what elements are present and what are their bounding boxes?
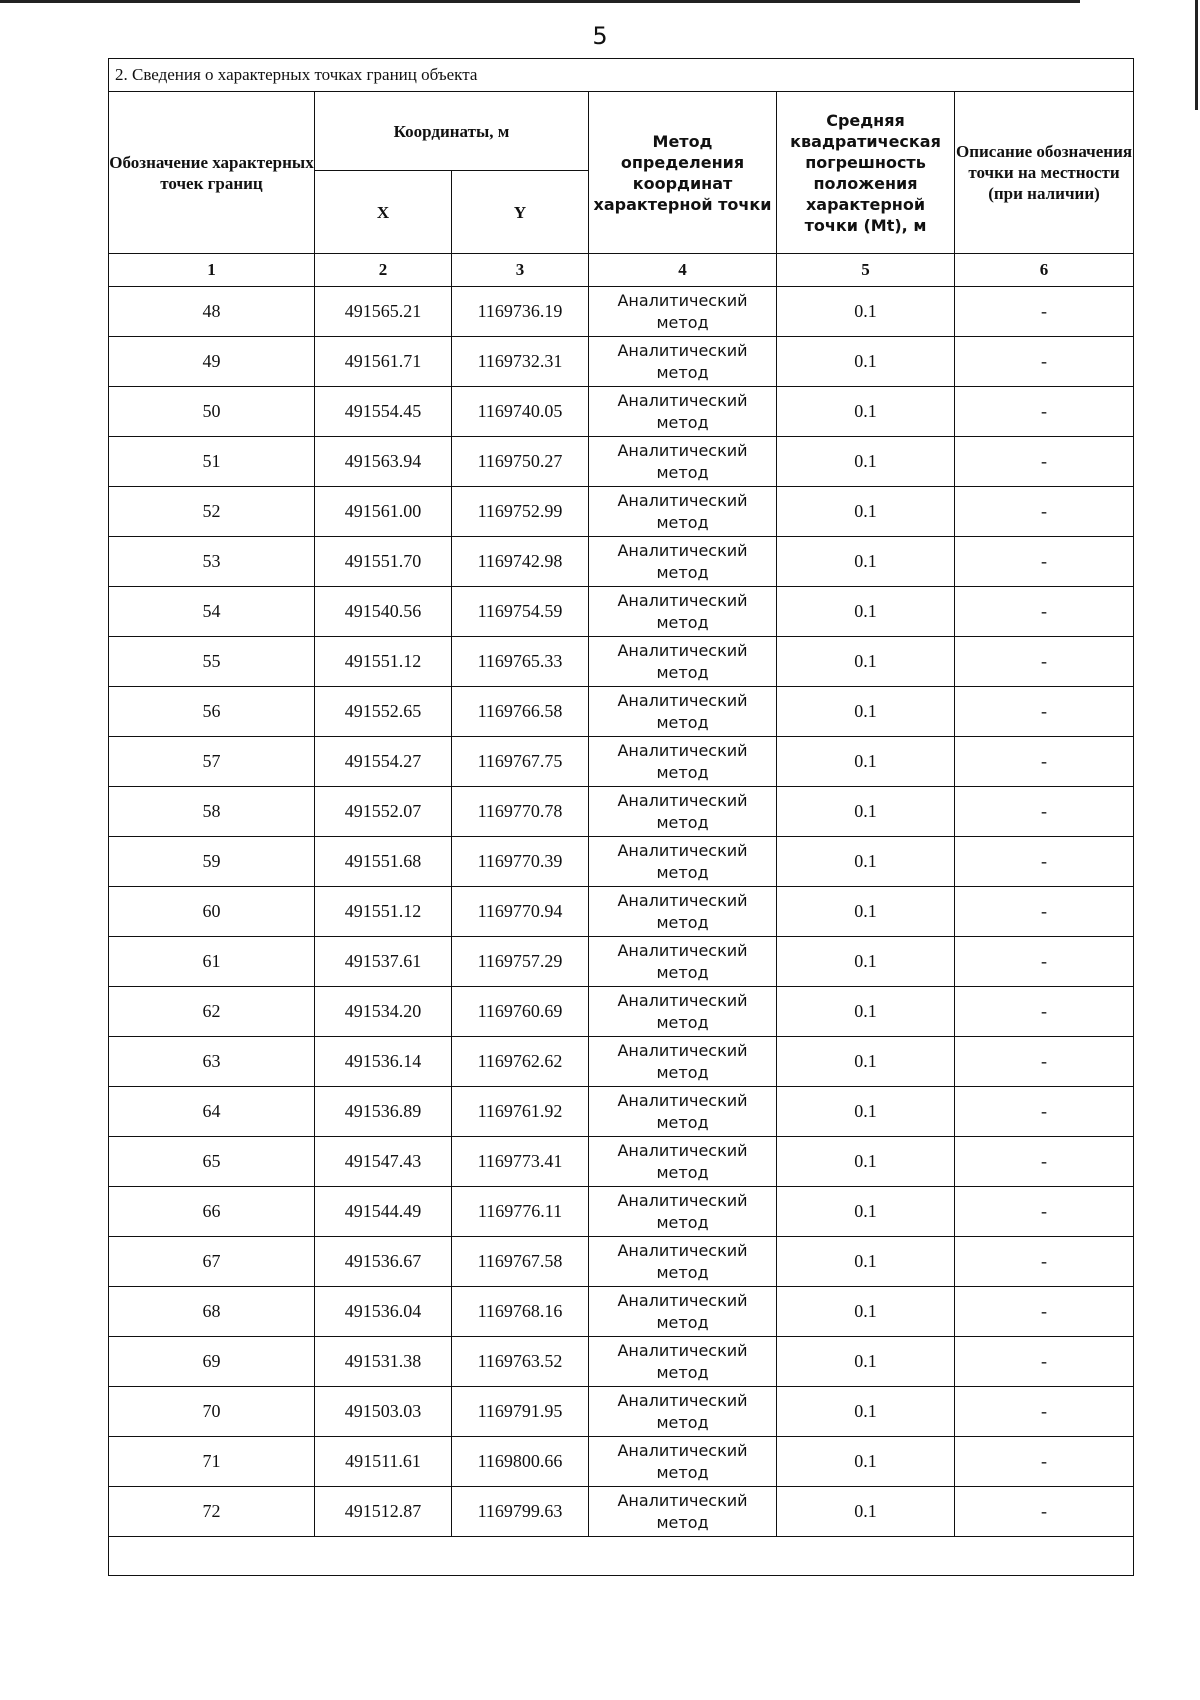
method-line: метод: [656, 1262, 709, 1282]
mt-cell: 0.1: [777, 587, 955, 637]
header-description: Описание обозначения точки на местности (при наличии): [955, 92, 1134, 254]
mt-cell: 0.1: [777, 337, 955, 387]
method-cell: [589, 287, 777, 337]
description-cell: -: [955, 1037, 1134, 1087]
method-cell: [589, 1137, 777, 1187]
point-cell: 49: [109, 337, 315, 387]
method-cell: [589, 587, 777, 637]
x-coordinate-cell: 491551.12: [315, 637, 452, 687]
description-cell: -: [955, 1287, 1134, 1337]
method-line: Аналитический: [617, 290, 748, 310]
point-cell: 57: [109, 737, 315, 787]
mt-cell: 0.1: [777, 1187, 955, 1237]
method-line: Аналитический: [617, 690, 748, 710]
method-line: метод: [656, 562, 709, 582]
description-cell: -: [955, 1387, 1134, 1437]
method-line: метод: [656, 1212, 709, 1232]
x-coordinate-cell: 491511.61: [315, 1437, 452, 1487]
empty-footer-row: [109, 1537, 1134, 1576]
table-row: [109, 1237, 1134, 1287]
method-line: метод: [656, 862, 709, 882]
description-cell: -: [955, 1087, 1134, 1137]
mt-cell: 0.1: [777, 687, 955, 737]
point-cell: 55: [109, 637, 315, 687]
column-number: 1: [109, 254, 315, 287]
header-x: X: [315, 171, 452, 254]
x-coordinate-cell: 491554.27: [315, 737, 452, 787]
table-row: [109, 287, 1134, 337]
point-cell: 65: [109, 1137, 315, 1187]
y-coordinate-cell: 1169773.41: [452, 1137, 589, 1187]
method-line: метод: [656, 462, 709, 482]
y-coordinate-cell: 1169767.58: [452, 1237, 589, 1287]
method-line: Аналитический: [617, 1490, 748, 1510]
description-cell: -: [955, 837, 1134, 887]
method-line: Аналитический: [617, 1440, 748, 1460]
description-cell: -: [955, 1187, 1134, 1237]
mt-cell: 0.1: [777, 1337, 955, 1387]
point-cell: 72: [109, 1487, 315, 1537]
y-coordinate-cell: 1169768.16: [452, 1287, 589, 1337]
method-line: метод: [656, 1512, 709, 1532]
mt-cell: 0.1: [777, 1437, 955, 1487]
method-cell: [589, 387, 777, 437]
point-cell: 50: [109, 387, 315, 437]
method-line: Аналитический: [617, 340, 748, 360]
y-coordinate-cell: 1169770.78: [452, 787, 589, 837]
method-line: Аналитический: [617, 1140, 748, 1160]
method-line: метод: [656, 1462, 709, 1482]
boundary-points-table: [108, 58, 1134, 1576]
method-line: Аналитический: [617, 790, 748, 810]
empty-footer-cell: [109, 1537, 1134, 1576]
point-cell: 60: [109, 887, 315, 937]
x-coordinate-cell: 491512.87: [315, 1487, 452, 1537]
method-line: Аналитический: [617, 490, 748, 510]
method-line: метод: [656, 912, 709, 932]
mt-cell: 0.1: [777, 287, 955, 337]
table-row: [109, 737, 1134, 787]
x-coordinate-cell: 491565.21: [315, 287, 452, 337]
method-cell: [589, 1437, 777, 1487]
method-cell: [589, 537, 777, 587]
y-coordinate-cell: 1169742.98: [452, 537, 589, 587]
y-coordinate-cell: 1169736.19: [452, 287, 589, 337]
method-line: Аналитический: [617, 1240, 748, 1260]
point-cell: 51: [109, 437, 315, 487]
table-row: [109, 587, 1134, 637]
x-coordinate-cell: 491552.07: [315, 787, 452, 837]
table-row: [109, 1087, 1134, 1137]
description-cell: -: [955, 887, 1134, 937]
mt-cell: 0.1: [777, 887, 955, 937]
point-cell: 48: [109, 287, 315, 337]
method-line: Аналитический: [617, 390, 748, 410]
mt-cell: 0.1: [777, 937, 955, 987]
y-coordinate-cell: 1169776.11: [452, 1187, 589, 1237]
x-coordinate-cell: 491536.14: [315, 1037, 452, 1087]
method-line: Аналитический: [617, 940, 748, 960]
y-coordinate-cell: 1169799.63: [452, 1487, 589, 1537]
point-cell: 54: [109, 587, 315, 637]
x-coordinate-cell: 491561.71: [315, 337, 452, 387]
mt-cell: 0.1: [777, 737, 955, 787]
method-cell: [589, 937, 777, 987]
table-row: [109, 1487, 1134, 1537]
method-cell: [589, 1487, 777, 1537]
mt-cell: 0.1: [777, 987, 955, 1037]
table-row: [109, 537, 1134, 587]
description-cell: -: [955, 437, 1134, 487]
x-coordinate-cell: 491536.67: [315, 1237, 452, 1287]
point-cell: 62: [109, 987, 315, 1037]
description-cell: -: [955, 987, 1134, 1037]
description-cell: -: [955, 1337, 1134, 1387]
table-row: [109, 637, 1134, 687]
mt-cell: 0.1: [777, 1137, 955, 1187]
table-row: [109, 837, 1134, 887]
method-line: Аналитический: [617, 440, 748, 460]
description-cell: -: [955, 937, 1134, 987]
y-coordinate-cell: 1169791.95: [452, 1387, 589, 1437]
y-coordinate-cell: 1169770.39: [452, 837, 589, 887]
point-cell: 64: [109, 1087, 315, 1137]
description-cell: -: [955, 287, 1134, 337]
method-line: Аналитический: [617, 1040, 748, 1060]
point-cell: 67: [109, 1237, 315, 1287]
y-coordinate-cell: 1169754.59: [452, 587, 589, 637]
method-cell: [589, 1237, 777, 1287]
table-row: [109, 1037, 1134, 1087]
description-cell: -: [955, 687, 1134, 737]
point-cell: 69: [109, 1337, 315, 1387]
method-line: метод: [656, 1062, 709, 1082]
method-line: метод: [656, 1312, 709, 1332]
column-number: 3: [452, 254, 589, 287]
y-coordinate-cell: 1169770.94: [452, 887, 589, 937]
x-coordinate-cell: 491536.89: [315, 1087, 452, 1137]
method-line: Аналитический: [617, 740, 748, 760]
table-row: [109, 937, 1134, 987]
method-line: метод: [656, 762, 709, 782]
x-coordinate-cell: 491551.70: [315, 537, 452, 587]
description-cell: -: [955, 637, 1134, 687]
description-cell: -: [955, 787, 1134, 837]
mt-cell: 0.1: [777, 1387, 955, 1437]
mt-cell: 0.1: [777, 787, 955, 837]
mt-cell: 0.1: [777, 1037, 955, 1087]
point-cell: 71: [109, 1437, 315, 1487]
point-cell: 59: [109, 837, 315, 887]
mt-cell: 0.1: [777, 1087, 955, 1137]
mt-cell: 0.1: [777, 837, 955, 887]
method-line: метод: [656, 1362, 709, 1382]
mt-cell: 0.1: [777, 1487, 955, 1537]
method-line: метод: [656, 612, 709, 632]
method-line: метод: [656, 1112, 709, 1132]
x-coordinate-cell: 491561.00: [315, 487, 452, 537]
table-row: [109, 1187, 1134, 1237]
description-cell: -: [955, 487, 1134, 537]
table-row: [109, 887, 1134, 937]
table-row: [109, 437, 1134, 487]
x-coordinate-cell: 491531.38: [315, 1337, 452, 1387]
method-cell: [589, 1337, 777, 1387]
header-method: Метод определения координат характерной точки: [589, 92, 777, 254]
table-row: [109, 487, 1134, 537]
page-number: 5: [592, 22, 608, 50]
description-cell: -: [955, 537, 1134, 587]
description-cell: -: [955, 1487, 1134, 1537]
x-coordinate-cell: 491534.20: [315, 987, 452, 1037]
y-coordinate-cell: 1169765.33: [452, 637, 589, 687]
method-line: метод: [656, 362, 709, 382]
method-cell: [589, 737, 777, 787]
method-cell: [589, 687, 777, 737]
description-cell: -: [955, 1437, 1134, 1487]
table-row: [109, 387, 1134, 437]
x-coordinate-cell: 491563.94: [315, 437, 452, 487]
method-line: Аналитический: [617, 540, 748, 560]
mt-cell: 0.1: [777, 387, 955, 437]
section-title: 2. Сведения о характерных точках границ объекта: [109, 59, 1134, 92]
method-line: метод: [656, 1412, 709, 1432]
description-cell: -: [955, 1237, 1134, 1287]
header-error: Средняя квадратическая погрешность положения характерной точки (Mt), м: [777, 92, 955, 254]
method-line: метод: [656, 812, 709, 832]
method-line: метод: [656, 1012, 709, 1032]
mt-cell: 0.1: [777, 437, 955, 487]
point-cell: 68: [109, 1287, 315, 1337]
x-coordinate-cell: 491537.61: [315, 937, 452, 987]
header-y: Y: [452, 171, 589, 254]
column-number: 5: [777, 254, 955, 287]
y-coordinate-cell: 1169752.99: [452, 487, 589, 537]
table-row: [109, 687, 1134, 737]
point-cell: 61: [109, 937, 315, 987]
method-cell: [589, 487, 777, 537]
y-coordinate-cell: 1169762.62: [452, 1037, 589, 1087]
y-coordinate-cell: 1169767.75: [452, 737, 589, 787]
y-coordinate-cell: 1169760.69: [452, 987, 589, 1037]
method-cell: [589, 637, 777, 687]
method-line: Аналитический: [617, 590, 748, 610]
method-line: Аналитический: [617, 1190, 748, 1210]
table-row: [109, 1337, 1134, 1387]
point-cell: 58: [109, 787, 315, 837]
x-coordinate-cell: 491540.56: [315, 587, 452, 637]
description-cell: -: [955, 587, 1134, 637]
method-line: Аналитический: [617, 640, 748, 660]
mt-cell: 0.1: [777, 637, 955, 687]
method-line: метод: [656, 962, 709, 982]
point-cell: 66: [109, 1187, 315, 1237]
method-cell: [589, 1387, 777, 1437]
method-line: Аналитический: [617, 1090, 748, 1110]
mt-cell: 0.1: [777, 1237, 955, 1287]
mt-cell: 0.1: [777, 487, 955, 537]
method-cell: [589, 837, 777, 887]
method-line: метод: [656, 712, 709, 732]
table-row: [109, 337, 1134, 387]
header-coordinates: Координаты, м: [315, 92, 589, 171]
method-line: метод: [656, 312, 709, 332]
column-number: 4: [589, 254, 777, 287]
method-line: метод: [656, 662, 709, 682]
column-number-row: [109, 254, 1134, 287]
table-row: [109, 1387, 1134, 1437]
x-coordinate-cell: 491536.04: [315, 1287, 452, 1337]
x-coordinate-cell: 491503.03: [315, 1387, 452, 1437]
method-line: метод: [656, 512, 709, 532]
table-body: [109, 287, 1134, 1537]
x-coordinate-cell: 491547.43: [315, 1137, 452, 1187]
y-coordinate-cell: 1169763.52: [452, 1337, 589, 1387]
column-number: 6: [955, 254, 1134, 287]
y-coordinate-cell: 1169740.05: [452, 387, 589, 437]
method-cell: [589, 887, 777, 937]
method-cell: [589, 437, 777, 487]
method-cell: [589, 1287, 777, 1337]
method-cell: [589, 787, 777, 837]
y-coordinate-cell: 1169800.66: [452, 1437, 589, 1487]
description-cell: -: [955, 1137, 1134, 1187]
mt-cell: 0.1: [777, 537, 955, 587]
method-line: Аналитический: [617, 840, 748, 860]
description-cell: -: [955, 737, 1134, 787]
point-cell: 63: [109, 1037, 315, 1087]
method-line: Аналитический: [617, 1390, 748, 1410]
header-designation: Обозначение характерных точек границ: [109, 92, 315, 254]
x-coordinate-cell: 491544.49: [315, 1187, 452, 1237]
method-line: метод: [656, 1162, 709, 1182]
method-cell: [589, 1037, 777, 1087]
point-cell: 52: [109, 487, 315, 537]
column-number: 2: [315, 254, 452, 287]
table-row: [109, 787, 1134, 837]
x-coordinate-cell: 491554.45: [315, 387, 452, 437]
method-cell: [589, 1087, 777, 1137]
point-cell: 56: [109, 687, 315, 737]
table-row: [109, 1287, 1134, 1337]
point-cell: 70: [109, 1387, 315, 1437]
x-coordinate-cell: 491551.68: [315, 837, 452, 887]
right-edge-rule: [1195, 0, 1198, 110]
table-row: [109, 1437, 1134, 1487]
x-coordinate-cell: 491551.12: [315, 887, 452, 937]
method-line: Аналитический: [617, 890, 748, 910]
table-row: [109, 1137, 1134, 1187]
y-coordinate-cell: 1169757.29: [452, 937, 589, 987]
table-row: [109, 987, 1134, 1037]
mt-cell: 0.1: [777, 1287, 955, 1337]
method-line: Аналитический: [617, 1290, 748, 1310]
method-cell: [589, 987, 777, 1037]
x-coordinate-cell: 491552.65: [315, 687, 452, 737]
y-coordinate-cell: 1169761.92: [452, 1087, 589, 1137]
method-cell: [589, 1187, 777, 1237]
y-coordinate-cell: 1169766.58: [452, 687, 589, 737]
method-cell: [589, 337, 777, 387]
description-cell: -: [955, 387, 1134, 437]
method-line: Аналитический: [617, 990, 748, 1010]
y-coordinate-cell: 1169750.27: [452, 437, 589, 487]
method-line: метод: [656, 412, 709, 432]
point-cell: 53: [109, 537, 315, 587]
description-cell: -: [955, 337, 1134, 387]
method-line: Аналитический: [617, 1340, 748, 1360]
y-coordinate-cell: 1169732.31: [452, 337, 589, 387]
top-rule: [0, 0, 1080, 3]
